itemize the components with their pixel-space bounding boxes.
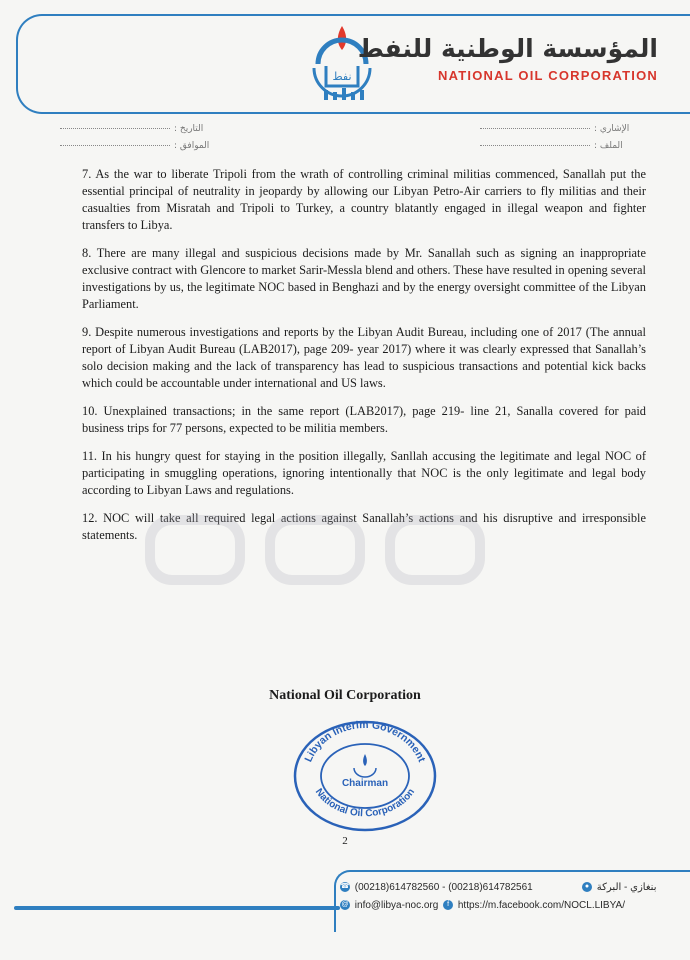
file-dots [480, 145, 590, 146]
facebook-icon: f [443, 900, 453, 910]
footer-phones: (00218)614782560 - (00218)614782561 [354, 882, 533, 893]
stamp-top-text: Libyan Interim Government [302, 718, 428, 764]
email-icon: @ [341, 901, 349, 909]
paragraph-7: 7. As the war to liberate Tripoli from the wrath of controlling criminal militias commenced, Sanallah put the essential principal of neutrality in jeopardy by allowing our Libyan Petro-Air carriers to fly militias and their casualties from Misratah and Tripoli to Turkey, a country blatantly engaged in illegal weapon and fighter transfers to Libya. [82, 167, 646, 232]
reference-label: الإشاري : [594, 124, 630, 134]
corresponding-field [60, 141, 209, 151]
date-field [60, 124, 203, 134]
letter-body [82, 166, 646, 555]
paragraph-10: 10. Unexplained transactions; in the same report (LAB2017), page 219- line 21, Sanalla covered for paid business trips for 77 persons, expected to be militia members. [82, 404, 646, 435]
brand-name-english: NATIONAL OIL CORPORATION [438, 68, 658, 83]
location-pin-icon: ● [582, 882, 592, 892]
stamp-center-text: Chairman [341, 778, 389, 789]
footer-phone-row [338, 882, 533, 893]
date-dots [60, 128, 170, 129]
file-label: الملف : [594, 141, 623, 151]
reference-field [480, 124, 629, 134]
paragraph-9: 9. Despite numerous investigations and reports by the Libyan Audit Bureau, including one of 2017 (The annual report of Libyan Audit Bureau (LAB2017), page 209- year 2017) where it was clearly expressed that Sanallah’s solo decision making and the lack of transparency has lead to suspicious transactions and potential kick backs which could be accountable under international and US laws. [82, 325, 646, 390]
paragraph-11: 11. In his hungry quest for staying in the position illegally, Sanllah accusing the legitimate and legal NOC of participating in smuggling operations, ignoring intentionally that NOC is the only legitimate and legal body according to Libyan Laws and regulations. [82, 449, 646, 497]
logo-text: نفط [332, 70, 352, 83]
page-number: 2 [342, 835, 348, 847]
corresponding-label: الموافق : [174, 141, 210, 151]
file-field [480, 141, 623, 151]
footer-address: بنغازي - البركة [596, 882, 657, 893]
official-stamp [290, 718, 440, 832]
signature-title: National Oil Corporation [269, 688, 421, 703]
brand-name-arabic: المؤسسة الوطنية للنفط [357, 34, 658, 63]
corresponding-dots [60, 145, 170, 146]
paragraph-12: 12. NOC will take all required legal actions against Sanallah’s actions and his disruptive and irresponsible statements. [82, 511, 646, 542]
date-label: التاريخ : [174, 124, 204, 134]
footer-address-row [580, 882, 656, 893]
reference-dots [480, 128, 590, 129]
phone-icon: ☎ [340, 883, 350, 891]
footer-accent-line [14, 906, 340, 910]
footer-facebook[interactable]: https://m.facebook.com/NOCL.LIBYA/ [457, 900, 625, 911]
footer-web-row [338, 900, 625, 911]
svg-text:National Oil Corporation [313, 787, 417, 820]
paragraph-8: 8. There are many illegal and suspicious decisions made by Mr. Sanallah such as signing an inappropriate exclusive contract with Glencore to market Sarir-Messla blend and others. These have resulted in opening several investigations by us, the legitimate NOC based in Benghazi and by the energy oversight committee of the Libyan Parliament. [82, 246, 646, 311]
stamp-bottom-text: National Oil Corporation [312, 786, 418, 820]
footer-email[interactable]: info@libya-noc.org [354, 900, 439, 911]
